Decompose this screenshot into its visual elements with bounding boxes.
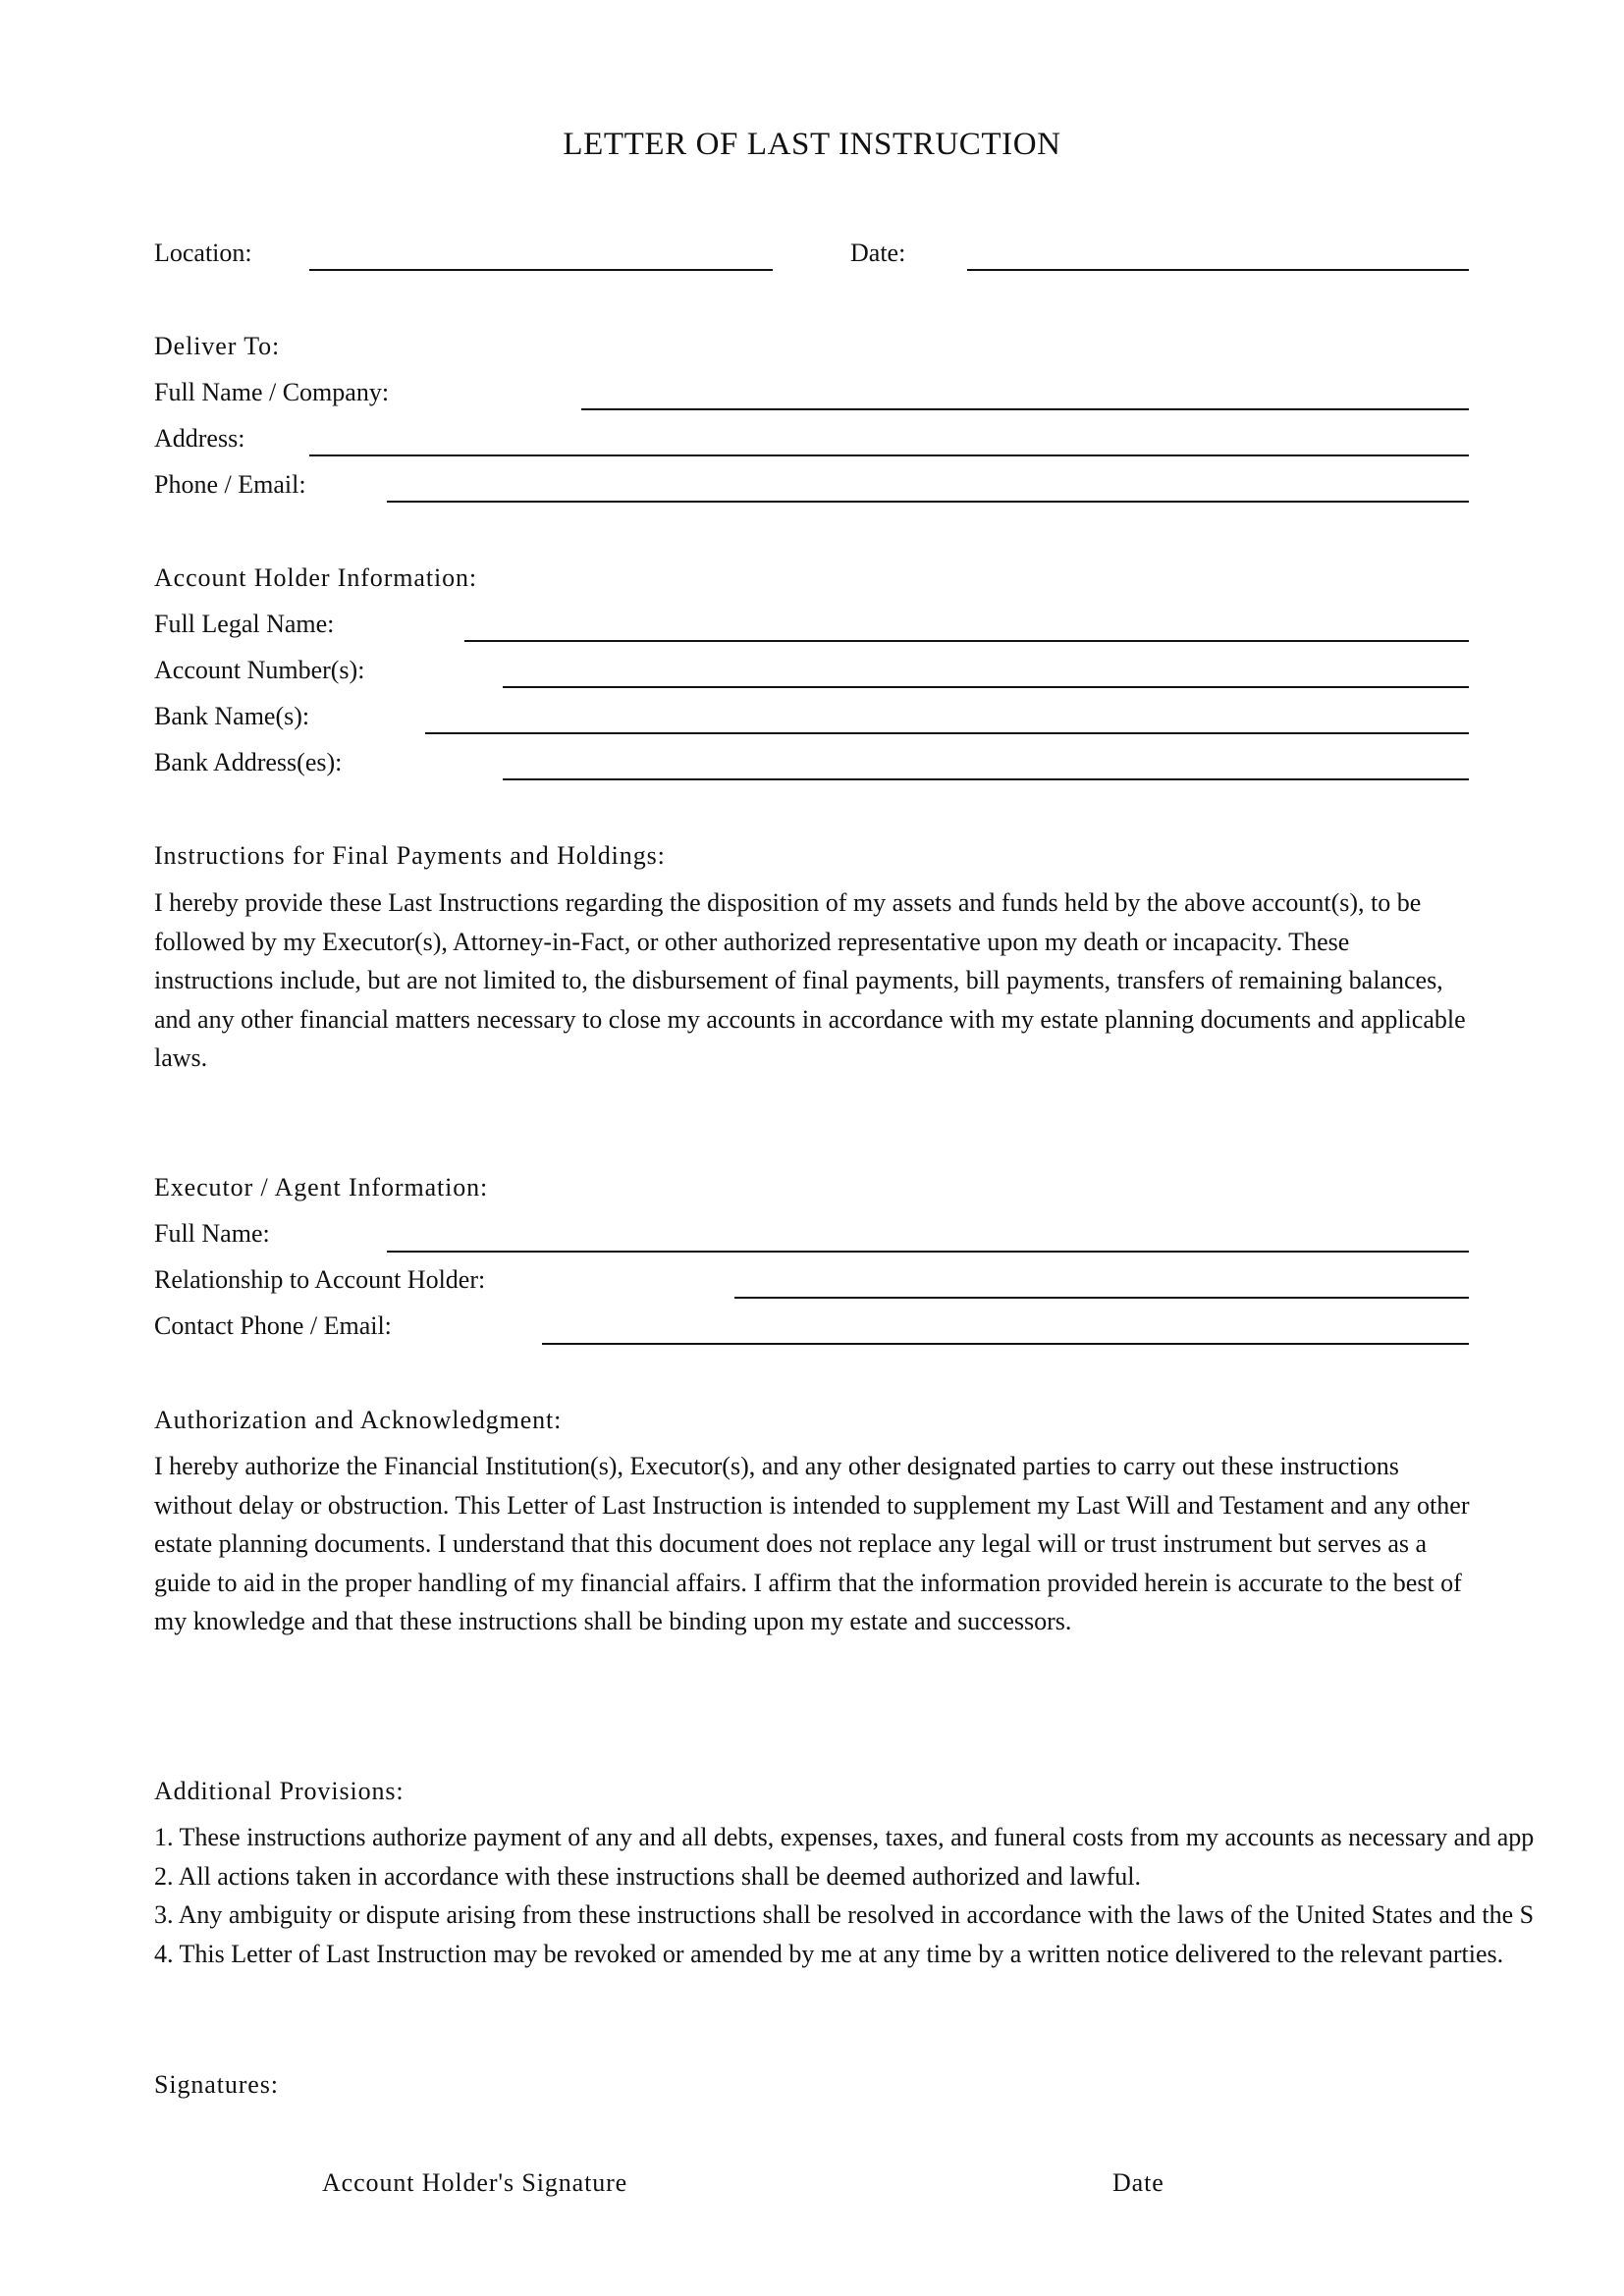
provision-item: 3. Any ambiguity or dispute arising from these instructions shall be resolved in accordance with the laws of the United States and the S [154, 1900, 1535, 1930]
deliver-name-label: Full Name / Company: [154, 378, 390, 406]
signatures-heading: Signatures: [154, 2070, 279, 2099]
authorization-body: I hereby authorize the Financial Institution(s), Executor(s), and any other designated parties to carry out these instructions without delay or obstruction. This Letter of Last Instruction is intended to supplement my Last Will and Testament and any other estate planning documents. I understand that this document does not replace any legal will or trust instrument but serves as a guide to aid in the proper handling of my financial affairs. I affirm that the information provided herein is accurate to the best of my knowledge and that these instructions shall be binding upon my estate and successors. [154, 1452, 1470, 1636]
executor-contact-label: Contact Phone / Email: [154, 1311, 392, 1340]
executor-name-line[interactable] [387, 1251, 1469, 1253]
deliver-phone-line[interactable] [387, 501, 1469, 503]
document-title: LETTER OF LAST INSTRUCTION [563, 127, 1061, 162]
account-numbers-line[interactable] [503, 686, 1469, 688]
holder-signature-label: Account Holder's Signature [322, 2168, 628, 2197]
executor-name-label: Full Name: [154, 1219, 270, 1248]
date-line[interactable] [967, 269, 1469, 271]
relationship-label: Relationship to Account Holder: [154, 1265, 486, 1294]
full-legal-name-line[interactable] [464, 640, 1469, 642]
date-label: Date: [850, 239, 906, 267]
bank-names-line[interactable] [425, 732, 1469, 734]
bank-addresses-line[interactable] [503, 778, 1469, 780]
provision-item: 2. All actions taken in accordance with these instructions shall be deemed authorized and lawful. [154, 1861, 1142, 1891]
provisions-list [154, 1818, 1534, 1973]
provision-item: 1. These instructions authorize payment of any and all debts, expenses, taxes, and funeral costs from my accounts as necessary and app [154, 1823, 1535, 1851]
bank-names-label: Bank Name(s): [154, 702, 310, 730]
deliver-to-heading: Deliver To: [154, 332, 281, 360]
account-numbers-label: Account Number(s): [154, 656, 365, 684]
location-line[interactable] [309, 269, 773, 271]
instructions-body: I hereby provide these Last Instructions regarding the disposition of my assets and funds held by the above account(s), to be followed by my Executor(s), Attorney-in-Fact, or other authorized representative upon my death or incapacity. These instructions include, but are not limited to, the disbursement of final payments, bill payments, transfers of remaining balances, and any other financial matters necessary to close my accounts in accordance with my estate planning documents and applicable laws. [154, 888, 1466, 1073]
signature-date-label: Date [1112, 2168, 1164, 2197]
instructions-heading: Instructions for Final Payments and Holdings: [154, 841, 666, 870]
provision-item: 4. This Letter of Last Instruction may be revoked or amended by me at any time by a written notice delivered to the relevant parties. [154, 1939, 1504, 1968]
relationship-line[interactable] [734, 1297, 1469, 1299]
deliver-name-line[interactable] [581, 408, 1469, 410]
executor-contact-line[interactable] [542, 1343, 1469, 1345]
location-label: Location: [154, 239, 252, 267]
full-legal-name-label: Full Legal Name: [154, 610, 335, 638]
deliver-address-label: Address: [154, 424, 245, 453]
account-holder-heading: Account Holder Information: [154, 563, 477, 592]
authorization-heading: Authorization and Acknowledgment: [154, 1406, 563, 1434]
executor-heading: Executor / Agent Information: [154, 1173, 489, 1201]
bank-addresses-label: Bank Address(es): [154, 748, 343, 776]
provisions-heading: Additional Provisions: [154, 1777, 405, 1805]
deliver-phone-label: Phone / Email: [154, 470, 306, 499]
deliver-address-line[interactable] [309, 454, 1469, 456]
